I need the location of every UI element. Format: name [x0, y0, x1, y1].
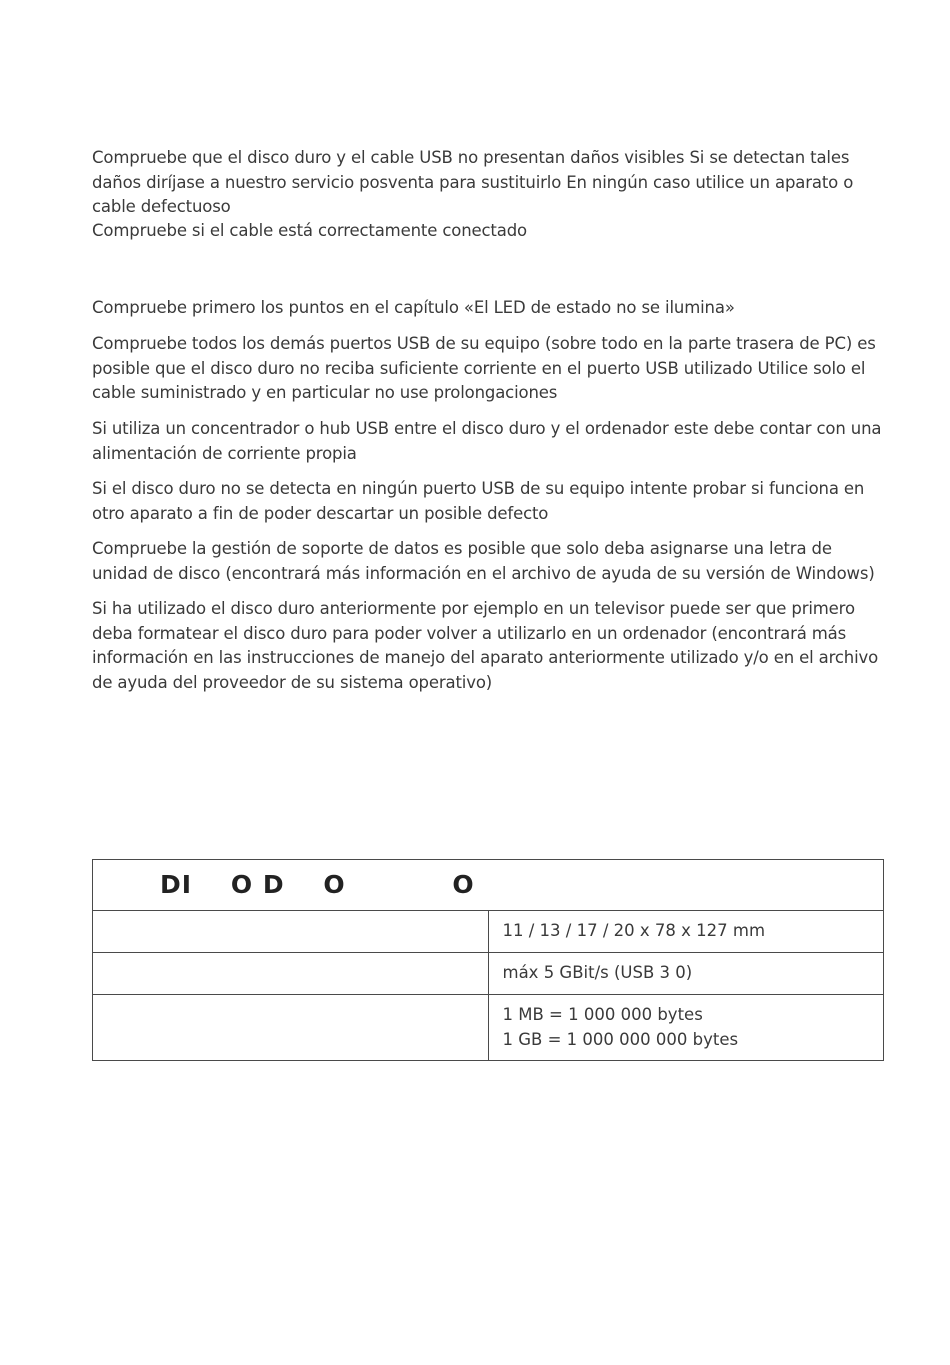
paragraph-check-damage: Compruebe que el disco duro y el cable USB no presentan daños visibles Si se detectan tales daños diríjase a nuestro servicio posventa para sustituirlo En ningún caso utilice un aparato o cable defectuoso [92, 148, 854, 216]
paragraph-format-disk: Si ha utilizado el disco duro anteriormente por ejemplo en un televisor puede ser que primero deba formatear el disco duro para poder volver a utilizarlo en un ordenador (encontrará más información en las instrucciones de manejo del aparato anteriormente utilizado y/o en el archivo de ayuda del proveedor de su sistema operativo) [92, 599, 879, 692]
table-label-cell [93, 995, 489, 1061]
capacity-gb-value: 1 GB = 1 000 000 000 bytes [502, 1029, 739, 1049]
table-row [93, 953, 884, 995]
table-label-cell [93, 911, 489, 953]
paragraph-check-usb-ports: Compruebe todos los demás puertos USB de su equipo (sobre todo en la parte trasera de PC) es posible que el disco duro no reciba suficiente corriente en el puerto USB utilizado Utilice solo el cable suministrado y en particular no use prolongaciones [92, 334, 876, 402]
specs-table-title: DI O D O O [160, 869, 475, 899]
table-value-cell [488, 953, 884, 995]
table-value-cell [488, 911, 884, 953]
specs-table [92, 859, 884, 1061]
table-row [93, 911, 884, 953]
table-label-cell [93, 953, 489, 995]
table-value-cell [488, 995, 884, 1061]
dimensions-value: 11 / 13 / 17 / 20 x 78 x 127 mm [502, 921, 766, 941]
paragraph-check-cable: Compruebe si el cable está correctamente conectado [92, 221, 527, 240]
paragraph-other-device: Si el disco duro no se detecta en ningún puerto USB de su equipo intente probar si funciona en otro aparato a fin de poder descartar un posible defecto [92, 479, 865, 523]
specs-table-header-cell [93, 860, 884, 911]
paragraph-usb-hub: Si utiliza un concentrador o hub USB entre el disco duro y el ordenador este debe contar con una alimentación de corriente propia [92, 419, 882, 463]
specs-table-header-row [93, 860, 884, 911]
transfer-rate-value: máx 5 GBit/s (USB 3 0) [502, 963, 693, 983]
paragraph-disk-management: Compruebe la gestión de soporte de datos es posible que solo deba asignarse una letra de unidad de disco (encontrará más información en el archivo de ayuda de su versión de Windows) [92, 539, 875, 583]
table-row [93, 995, 884, 1061]
paragraph-check-led-chapter: Compruebe primero los puntos en el capítulo «El LED de estado no se ilumina» [92, 298, 735, 317]
capacity-mb-value: 1 MB = 1 000 000 bytes [502, 1005, 703, 1024]
